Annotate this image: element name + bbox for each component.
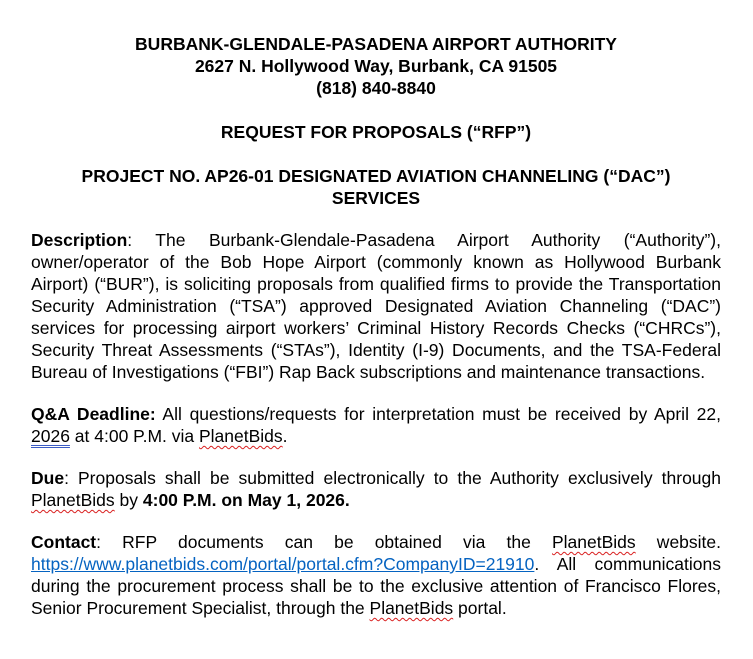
project-title-line1: PROJECT NO. AP26-01 DESIGNATED AVIATION CHANNELING (“DAC”) <box>81 166 671 186</box>
description-paragraph <box>31 229 721 383</box>
org-address: 2627 N. Hollywood Way, Burbank, CA 91505 <box>194 56 558 76</box>
due-label: Due <box>31 468 65 488</box>
qa-label: Q&A Deadline: <box>31 404 156 424</box>
contact-text-4: portal. <box>453 598 507 618</box>
due-planetbids: PlanetBids <box>31 490 115 510</box>
qa-end: . <box>282 426 288 446</box>
due-text-2: by <box>114 490 143 510</box>
qa-year: 2026 <box>31 426 70 446</box>
due-deadline: 4:00 P.M. on May 1, 2026. <box>142 490 350 510</box>
due-text-1: : Proposals shall be submitted electronically to the Authority exclusively through <box>64 468 721 488</box>
project-title-line2: SERVICES <box>331 188 421 208</box>
document-page <box>31 33 721 619</box>
due-paragraph <box>31 467 721 511</box>
qa-planetbids: PlanetBids <box>199 426 283 446</box>
description-text: : The Burbank-Glendale-Pasadena Airport Authority (“Authority”), owner/operator of the Bob Hope Airport (commonly known as Hollywood Burbank Airport) (“BUR”), is soliciting proposals from qualified firms to provide the Transportation Security Administration (“TSA”) approved Designated Aviation Channeling (“DAC”) services for processing airport workers’ Criminal History Records Checks (“CHRCs”), Security Threat Assessments (“STAs”), Identity (I-9) Documents, and the TSA-Federal Bureau of Investigations (“FBI”) Rap Back subscriptions and maintenance transactions. <box>31 230 721 382</box>
qa-text-1: All questions/requests for interpretation must be received by April 22, <box>155 404 721 424</box>
contact-text-2: website. <box>635 532 721 552</box>
contact-planetbids-1: PlanetBids <box>551 532 636 552</box>
contact-planetbids-2: PlanetBids <box>369 598 454 618</box>
contact-text-1: : RFP documents can be obtained via the <box>96 532 552 552</box>
contact-text-3: . All communications during the procurement process shall be to the exclusive attention of Francisco Flores, Senior Procurement Specialist, through the <box>31 554 721 618</box>
project-title <box>31 165 721 209</box>
org-name: BURBANK-GLENDALE-PASADENA AIRPORT AUTHORITY <box>135 34 617 54</box>
planetbids-portal-link[interactable]: https://www.planetbids.com/portal/portal.cfm?CompanyID=21910 <box>31 554 535 574</box>
rfp-title: REQUEST FOR PROPOSALS (“RFP”) <box>220 122 532 142</box>
qa-paragraph <box>31 403 721 447</box>
org-phone: (818) 840-8840 <box>316 78 436 98</box>
contact-paragraph <box>31 531 721 619</box>
qa-text-2: at 4:00 P.M. via <box>69 426 199 446</box>
header-block <box>31 33 721 99</box>
contact-label: Contact <box>31 532 97 552</box>
description-label: Description <box>31 230 128 250</box>
